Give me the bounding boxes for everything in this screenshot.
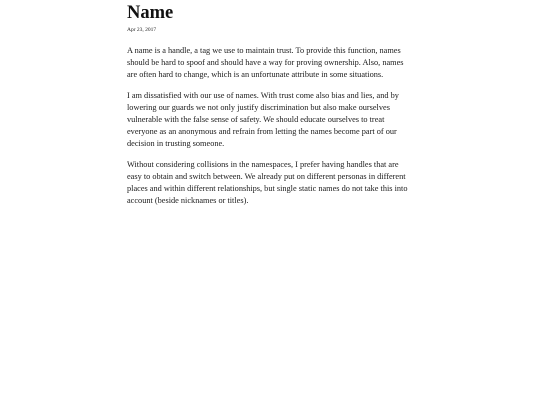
article-paragraph-3: Without considering collisions in the namespaces, I prefer having handles that are easy to obtain and switch between. We already put on different personas in different places and within different relationships, but single static names do not take this into account (beside nicknames or titles). <box>127 159 408 206</box>
article-title: Name <box>127 3 174 23</box>
article-date: Apr 23, 2017 <box>127 27 157 33</box>
article-paragraph-1: A name is a handle, a tag we use to maintain trust. To provide this function, names should be hard to spoof and should have a way for proving ownership. Also, names are often hard to change, which is an unfortunate attribute in some situations. <box>127 46 404 80</box>
article <box>127 4 415 207</box>
article-paragraph-2: I am dissatisfied with our use of names. With trust come also bias and lies, and by lowering our guards we not only justify discrimination but also make ourselves vulnerable with the false sense of safety. We should educate ourselves to treat everyone as an anonymous and refrain from letting the names become part of our decision in trusting someone. <box>127 90 399 149</box>
